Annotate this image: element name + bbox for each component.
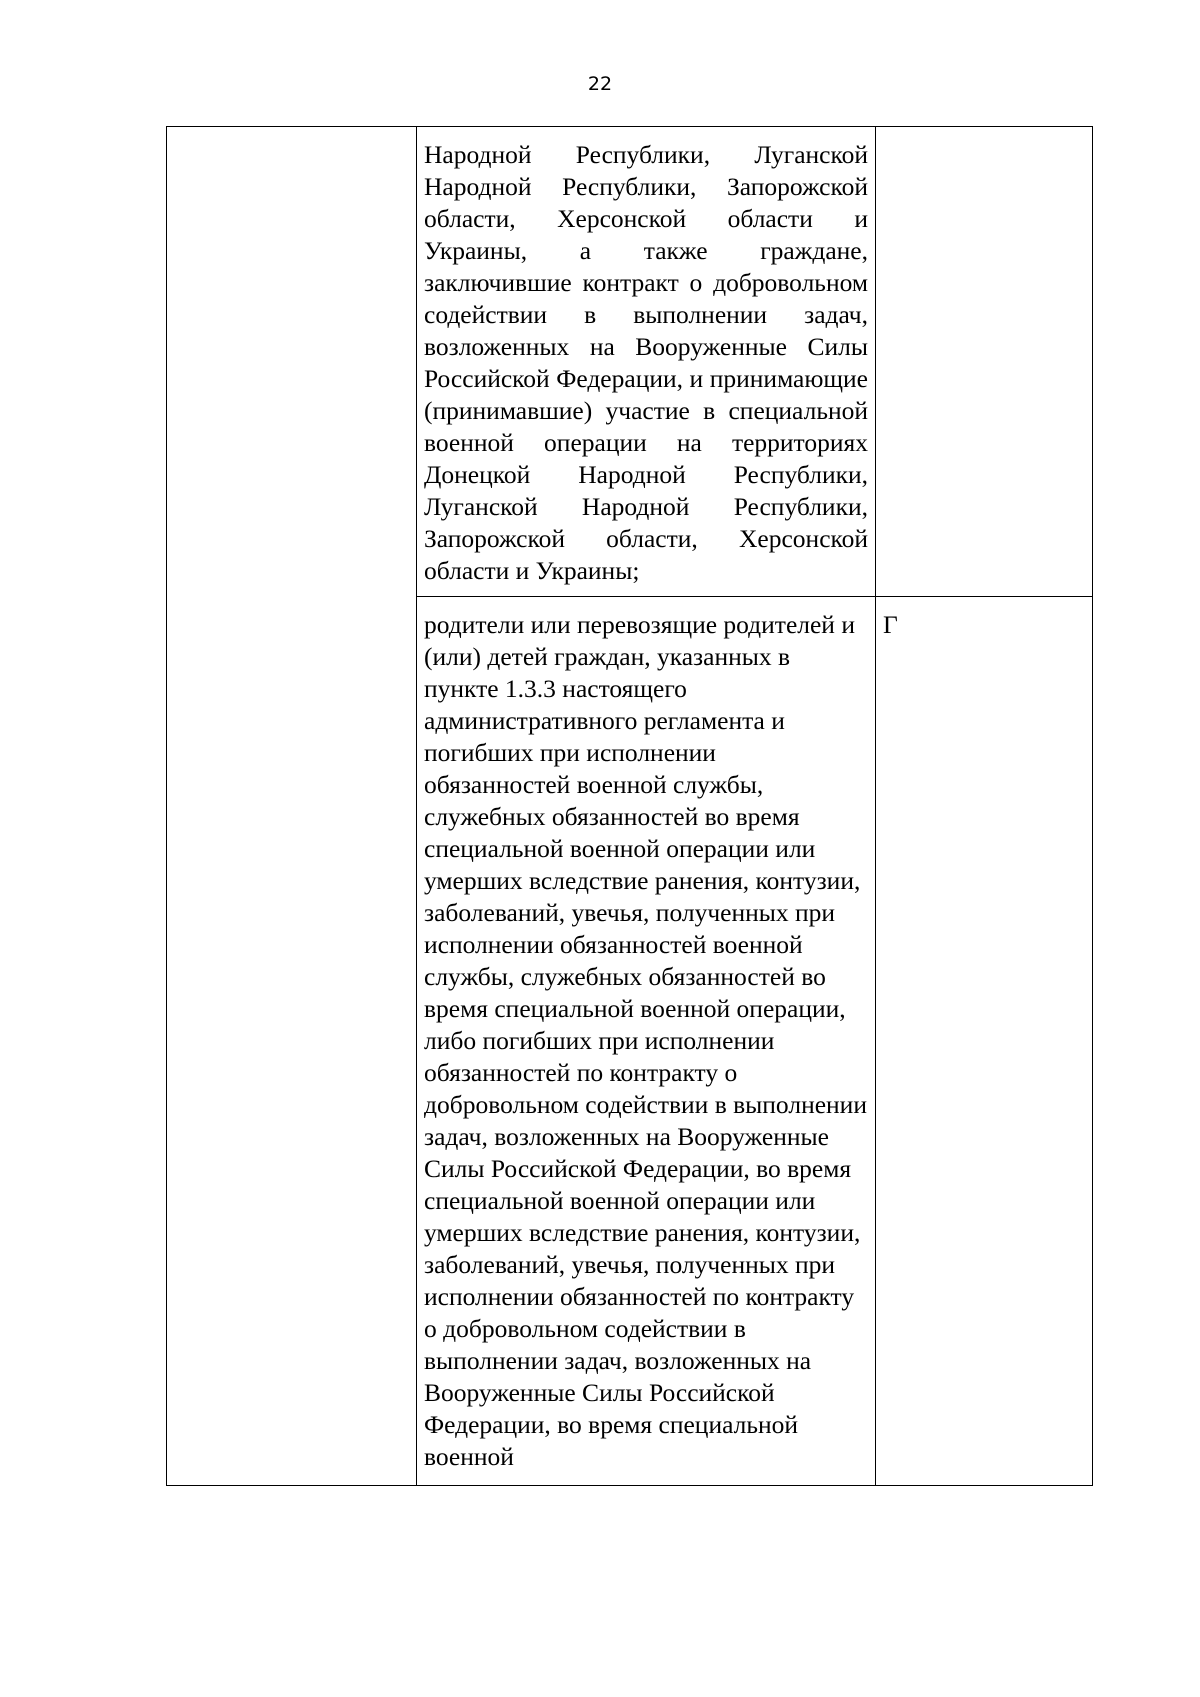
cell-text-code-2: Г — [883, 610, 898, 639]
cell-text-code-1 — [876, 127, 1092, 139]
table-cell-code — [876, 597, 1093, 1486]
page-number: 22 — [587, 73, 613, 95]
table-cell-description — [417, 597, 876, 1486]
cell-text-description-2: родители или перевозящие родителей и (или) детей граждан, указанных в пункте 1.3.3 настоящего административного регламента и погибших при исполнении обязанностей военной службы, служебных обязанностей во время специальной военной операции или умерших вследствие ранения, контузии, заболеваний, увечья, полученных при исполнении обязанностей военной службы, служебных обязанностей во время специальной военной операции, либо погибших при исполнении обязанностей по контракту о добровольном содействии в выполнении задач, возложенных на Вооруженные Силы Российской Федерации, во время специальной военной операции или умерших вследствие ранения, контузии, заболеваний, увечья, полученных при исполнении обязанностей по контракту о добровольном содействии в выполнении задач, возложенных на Вооруженные Силы Российской Федерации, во время специальной военной — [424, 610, 867, 1471]
table-cell-description — [417, 127, 876, 597]
table-cell-left-empty — [167, 127, 417, 1486]
cell-text-left — [167, 127, 416, 148]
cell-text-description-1: Народной Республики, Луганской Народной Республики, Запорожской области, Херсонской области и Украины, а также граждане, заключившие контракт о добровольном содействии в выполнении задач, возложенных на Вооруженные Силы Российской Федерации, и принимающие (принимавшие) участие в специальной военной операции на территориях Донецкой Народной Республики, Луганской Народной Республики, Запорожской области, Херсонской области и Украины; — [424, 140, 868, 585]
table-cell-code — [876, 127, 1093, 597]
table-row — [167, 127, 1093, 597]
document-table — [166, 126, 1093, 1486]
